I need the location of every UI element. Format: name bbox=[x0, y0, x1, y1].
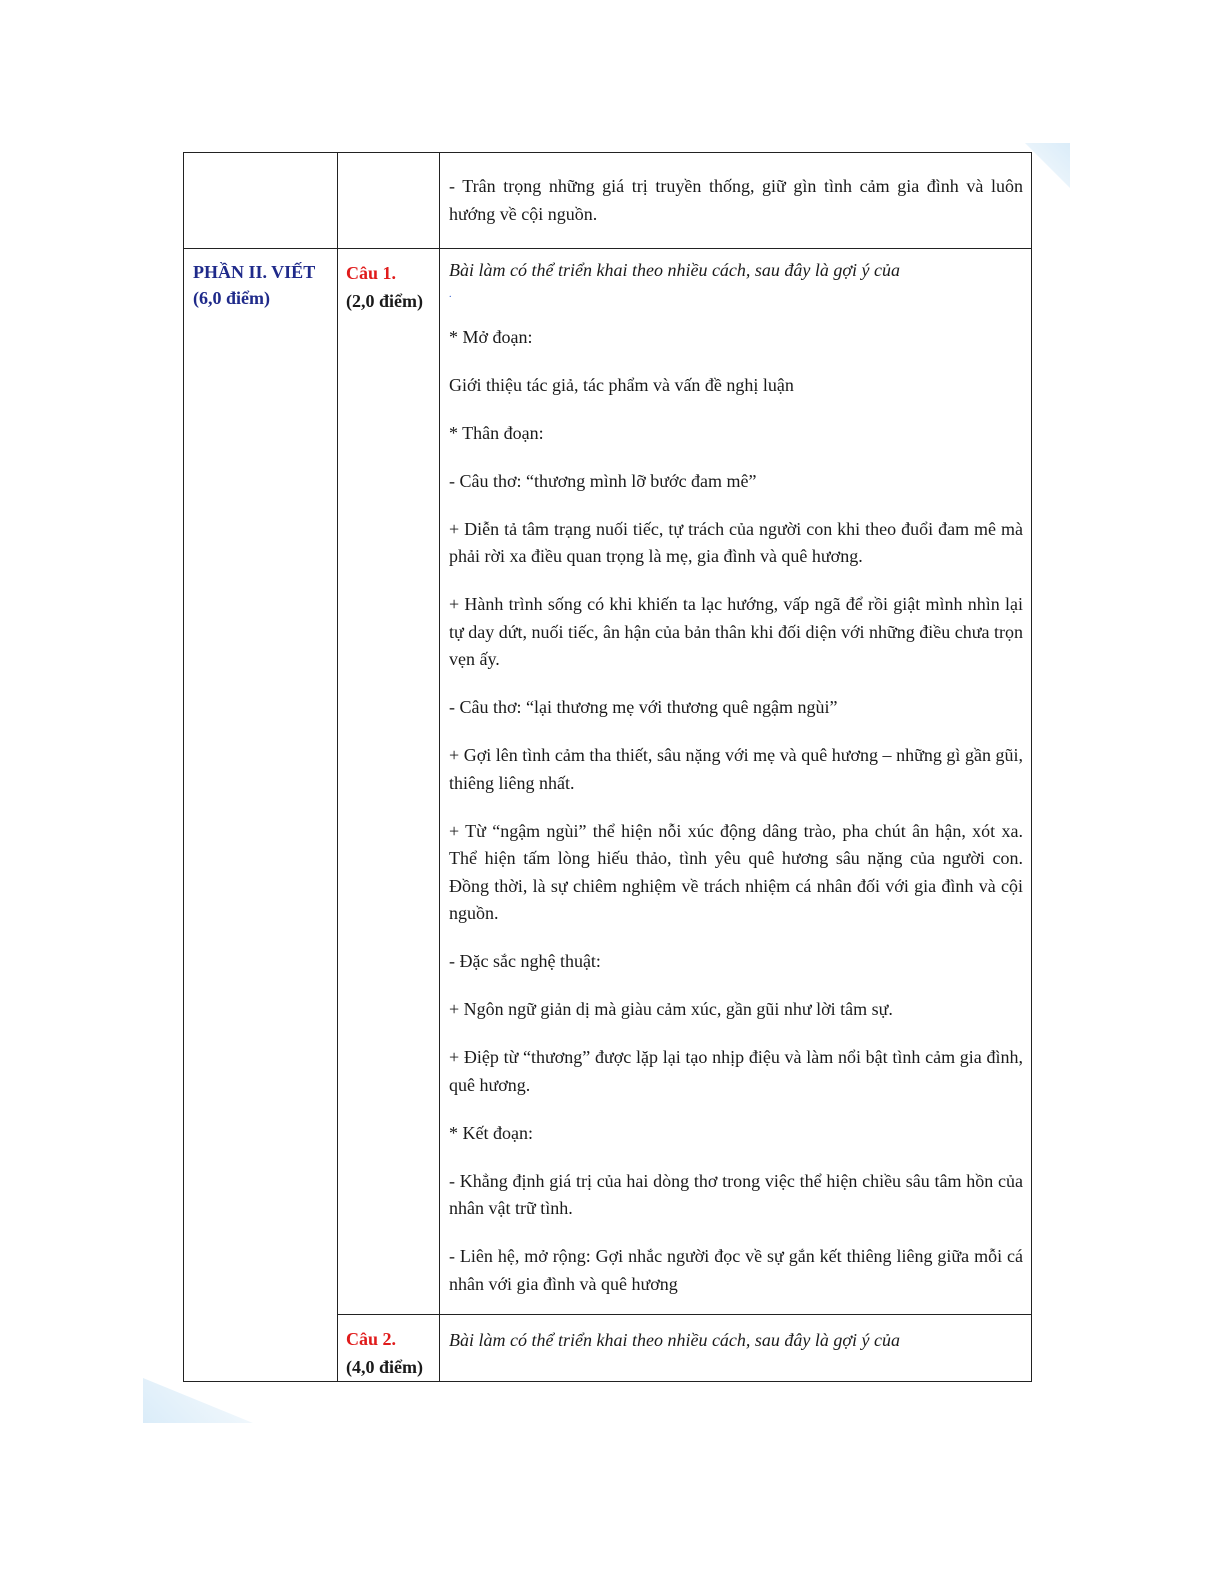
answer-text: - Trân trọng những giá trị truyền thống, giữ gìn tình cảm gia đình và luôn hướng về cội nguồn. bbox=[449, 176, 1023, 224]
watermark-corner-bottom-left bbox=[143, 1378, 253, 1423]
table-row bbox=[184, 249, 1032, 1315]
answer-paragraph: * Thân đoạn: bbox=[449, 422, 544, 443]
answer-paragraph: + Ngôn ngữ giản dị mà giàu cảm xúc, gần gũi như lời tâm sự. bbox=[449, 999, 893, 1019]
answer-paragraph: - Câu thơ: “thương mình lỡ bước đam mê” bbox=[449, 470, 757, 491]
answer-paragraph: + Từ “ngậm ngùi” thể hiện nỗi xúc động dâng trào, pha chút ân hận, xót xa. Thể hiện tấm lòng hiếu thảo, tình yêu quê hương sâu nặng của người con. Đồng thời, là sự chiêm nghiệm về trách nhiệm cá nhân đối với gia đình và cội nguồn. bbox=[449, 820, 1023, 923]
question-cell bbox=[338, 1315, 440, 1382]
answer-paragraph: + Diễn tả tâm trạng nuối tiếc, tự trách của người con khi theo đuổi đam mê mà phải rời xa điều quan trọng là mẹ, gia đình và quê hương. bbox=[449, 518, 1023, 566]
answer-cell bbox=[440, 1315, 1032, 1382]
answer-intro: Bài làm có thể triển khai theo nhiều cách, sau đây là gợi ý của bbox=[449, 1330, 901, 1350]
section-points: (6,0 điểm) bbox=[193, 288, 270, 308]
answer-paragraph: + Hành trình sống có khi khiến ta lạc hướng, vấp ngã để rồi giật mình nhìn lại tự day dứt, nuối tiếc, ân hận của bản thân khi đối diện với những điều chưa trọn vẹn ấy. bbox=[449, 594, 1023, 669]
answer-paragraph: - Đặc sắc nghệ thuật: bbox=[449, 951, 601, 971]
section-title: PHẦN II. VIẾT bbox=[193, 262, 316, 282]
question-cell-empty bbox=[338, 153, 440, 249]
answer-paragraph: Giới thiệu tác giả, tác phẩm và vấn đề nghị luận bbox=[449, 374, 794, 395]
question-label: Câu 1. bbox=[346, 263, 397, 283]
answer-cell bbox=[440, 249, 1032, 1315]
table-row bbox=[184, 153, 1032, 249]
answer-key-table bbox=[183, 152, 1032, 1382]
question-cell bbox=[338, 249, 440, 1315]
answer-intro: Bài làm có thể triển khai theo nhiều cách, sau đây là gợi ý của bbox=[449, 260, 901, 280]
question-points: (4,0 điểm) bbox=[346, 1357, 423, 1377]
section-cell-empty bbox=[184, 153, 338, 249]
answer-cell bbox=[440, 153, 1032, 249]
answer-text bbox=[440, 257, 1031, 1298]
question-points: (2,0 điểm) bbox=[346, 291, 423, 311]
answer-paragraph: - Câu thơ: “lại thương mẹ với thương quê ngậm ngùi” bbox=[449, 697, 838, 717]
answer-paragraph: * Mở đoạn: bbox=[449, 326, 533, 347]
intro-mark: . bbox=[449, 288, 452, 300]
answer-paragraph: + Gợi lên tình cảm tha thiết, sâu nặng với mẹ và quê hương – những gì gần gũi, thiêng liêng nhất. bbox=[449, 745, 1023, 793]
answer-paragraph: * Kết đoạn: bbox=[449, 1122, 533, 1143]
answer-paragraph: - Khẳng định giá trị của hai dòng thơ trong việc thể hiện chiều sâu tâm hồn của nhân vật trữ tình. bbox=[449, 1170, 1023, 1218]
section-cell bbox=[184, 249, 338, 1382]
question-label: Câu 2. bbox=[346, 1329, 397, 1349]
answer-paragraph: - Liên hệ, mở rộng: Gợi nhắc người đọc về sự gắn kết thiêng liêng giữa mỗi cá nhân với gia đình và quê hương bbox=[449, 1246, 1023, 1294]
answer-paragraph: + Điệp từ “thương” được lặp lại tạo nhịp điệu và làm nổi bật tình cảm gia đình, quê hương. bbox=[449, 1047, 1023, 1095]
